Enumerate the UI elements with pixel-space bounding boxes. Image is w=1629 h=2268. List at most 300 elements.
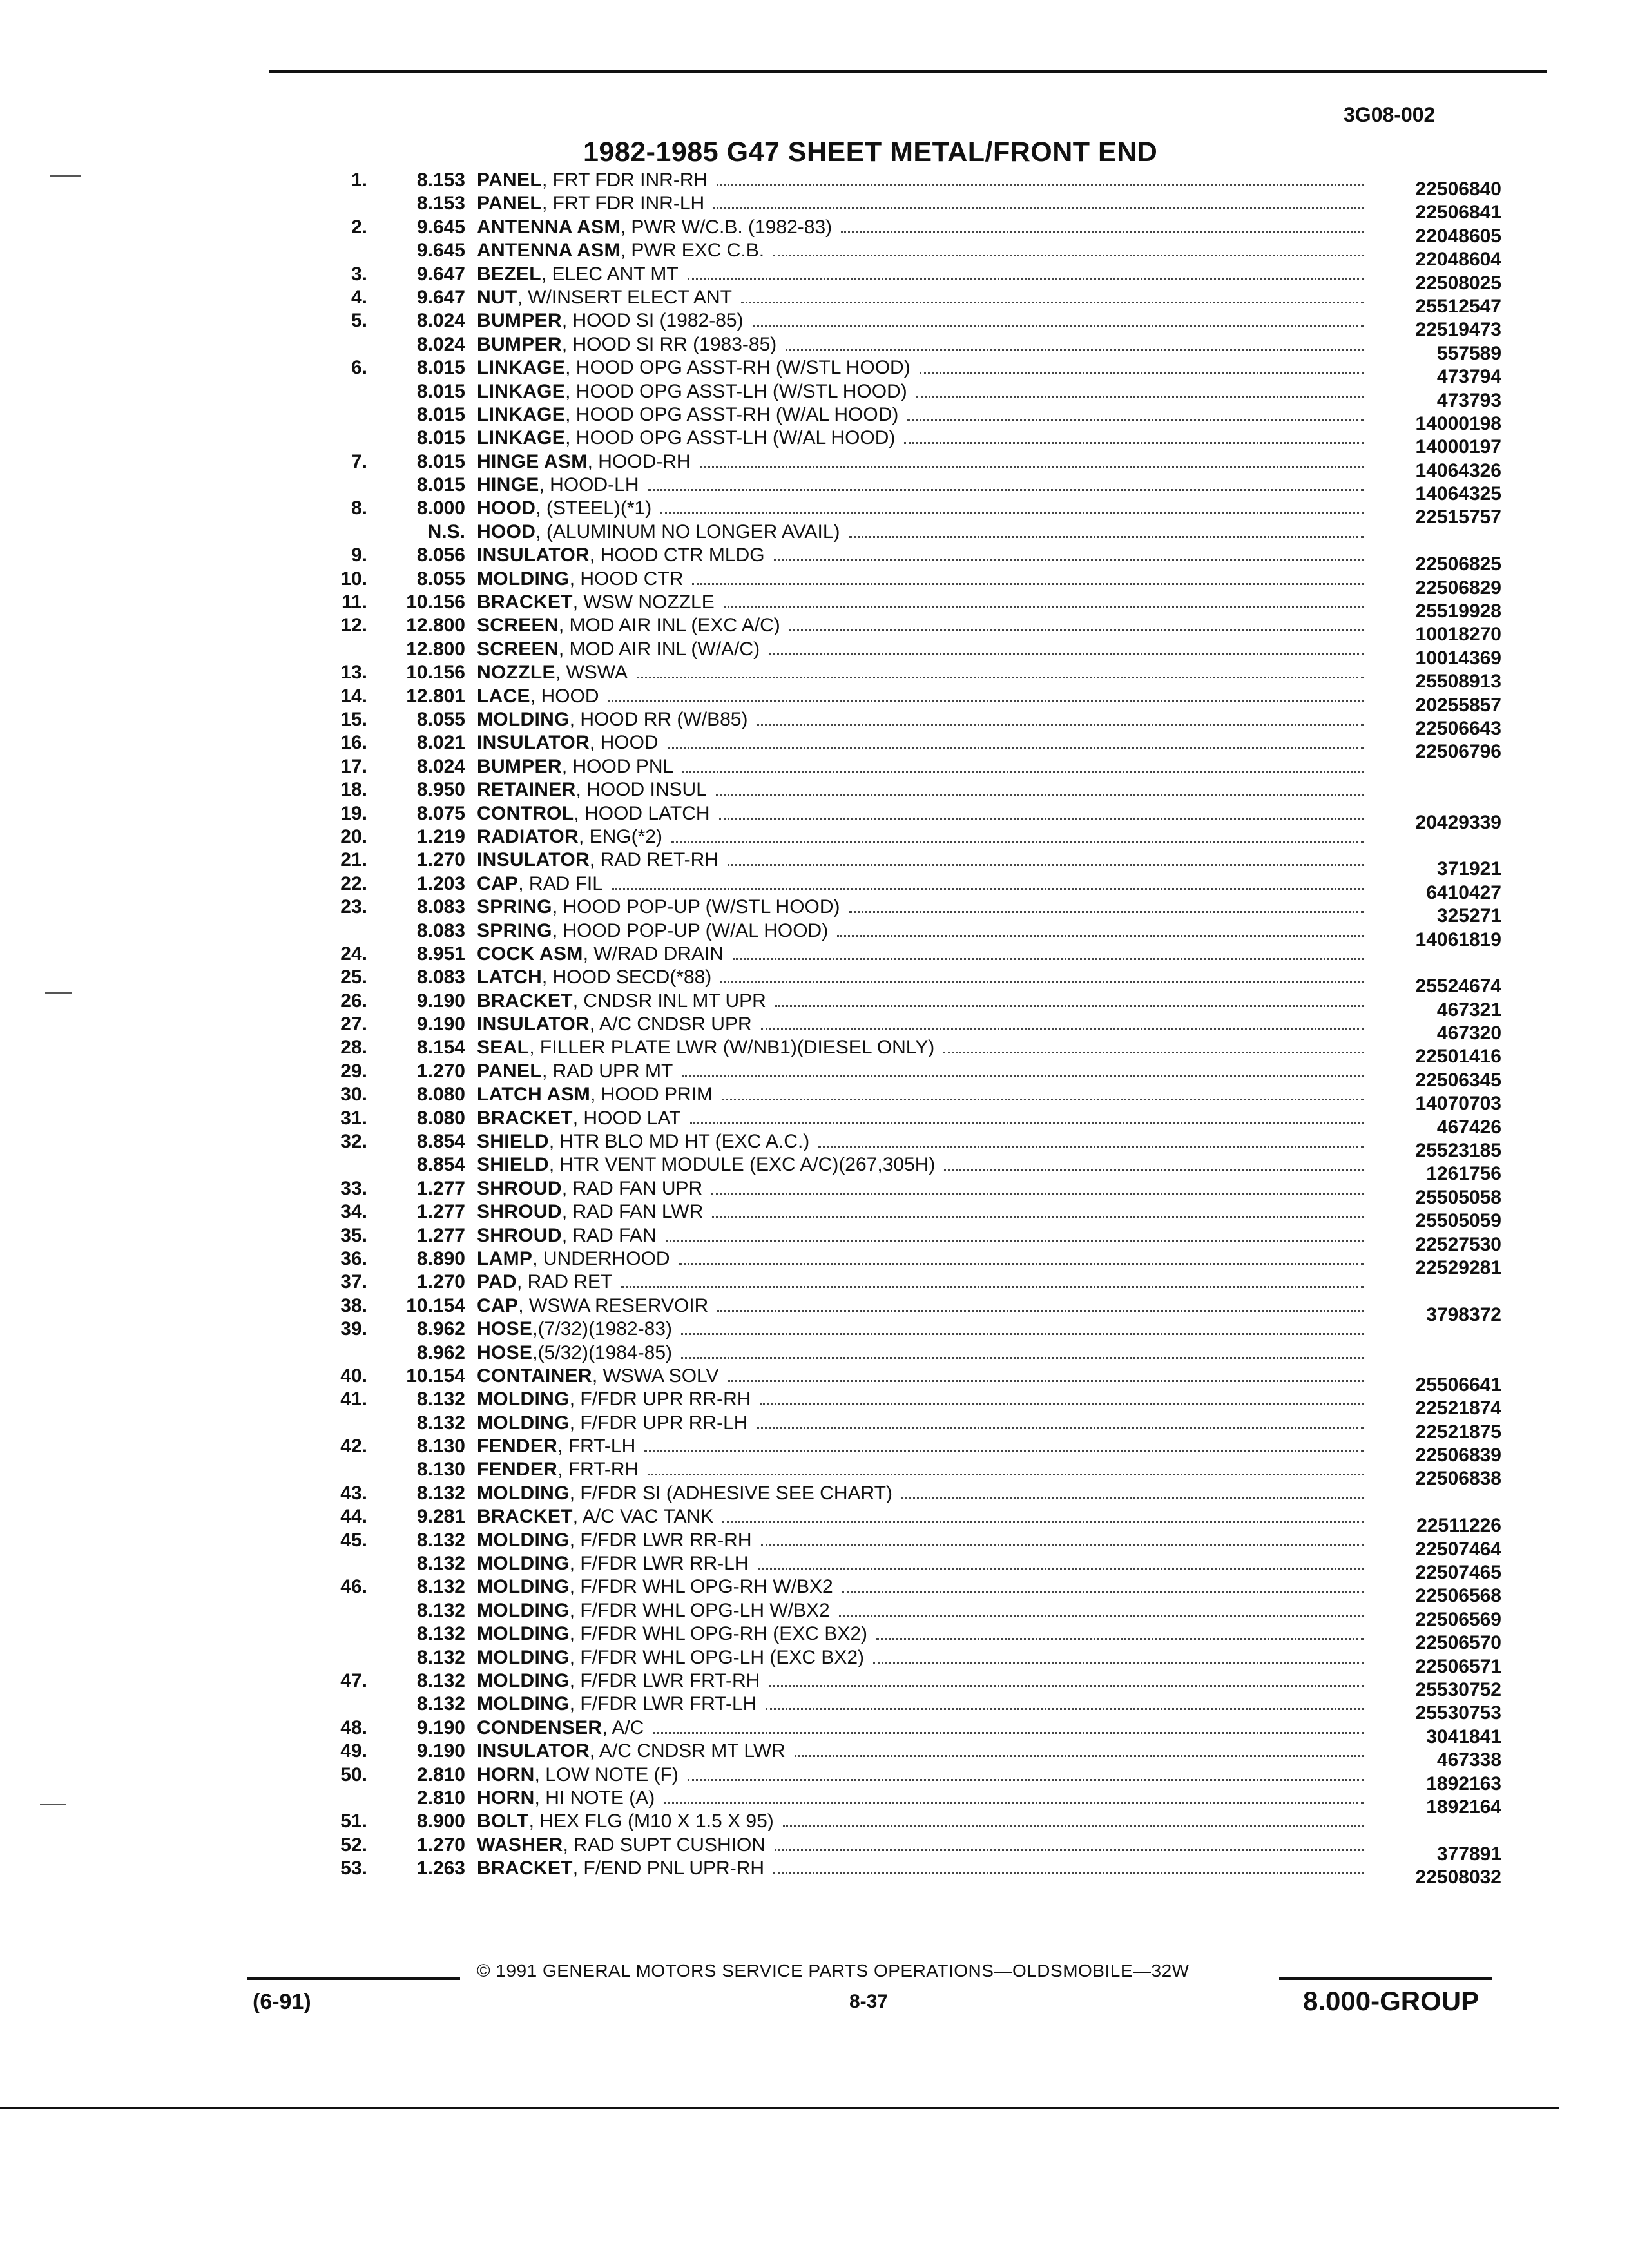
dot-leader <box>720 981 1364 983</box>
part-name: SCREEN <box>477 615 559 637</box>
dot-leader <box>757 1427 1364 1429</box>
dot-leader <box>653 1732 1364 1734</box>
parts-list <box>0 169 1629 1888</box>
item-number: 40. <box>340 1365 367 1387</box>
part-name: HORN <box>477 1763 535 1785</box>
item-number: 15. <box>340 708 367 730</box>
group-number: 8.132 <box>416 1599 465 1621</box>
part-name: CAP <box>477 1294 519 1316</box>
part-description <box>477 1834 766 1857</box>
group-number: 9.647 <box>416 263 465 285</box>
part-row <box>0 1458 1629 1490</box>
part-description <box>477 1036 934 1059</box>
dot-leader <box>904 442 1364 444</box>
group-number: 8.132 <box>416 1670 465 1691</box>
part-name: NOZZLE <box>477 662 555 684</box>
part-detail: , MOD AIR INL (EXC A/C) <box>558 615 780 637</box>
part-detail: , RAD RET-RH <box>589 849 718 871</box>
part-description <box>477 239 764 262</box>
part-detail: , FRT FDR INR-RH <box>541 169 708 191</box>
part-name: LATCH ASM <box>477 1084 591 1106</box>
group-number: 8.015 <box>416 403 465 425</box>
dot-leader <box>769 1685 1364 1687</box>
item-number: 42. <box>340 1436 367 1457</box>
part-number: 22521874 <box>1415 1398 1501 1419</box>
dot-leader <box>773 255 1364 256</box>
group-number: 1.219 <box>416 825 465 847</box>
item-number: 17. <box>340 755 367 777</box>
part-name: MOLDING <box>477 1482 570 1504</box>
dot-leader <box>648 489 1364 491</box>
part-description <box>477 825 662 849</box>
dot-leader <box>841 231 1364 233</box>
part-detail: , HOOD <box>530 685 599 707</box>
part-name: BUMPER <box>477 755 562 777</box>
group-number: 8.083 <box>416 919 465 941</box>
part-number: 325271 <box>1436 905 1501 927</box>
dot-leader <box>717 1310 1364 1312</box>
part-description <box>477 427 895 450</box>
group-number: 8.015 <box>416 427 465 449</box>
item-number: 46. <box>340 1576 367 1598</box>
part-name: INSULATOR <box>477 849 590 871</box>
part-row <box>0 1505 1629 1537</box>
part-description <box>477 1435 635 1458</box>
part-description <box>477 568 683 591</box>
part-number: 22508025 <box>1415 272 1501 294</box>
part-description <box>477 497 651 520</box>
part-row <box>0 731 1629 763</box>
part-row <box>0 802 1629 833</box>
part-row <box>0 1271 1629 1294</box>
part-description <box>477 1740 786 1763</box>
part-description <box>477 591 715 614</box>
group-number: 8.080 <box>416 1107 465 1129</box>
part-description <box>477 943 724 966</box>
item-number: 5. <box>351 310 367 332</box>
item-number: 30. <box>340 1084 367 1106</box>
part-number: 25523185 <box>1415 1140 1501 1162</box>
group-number: 8.015 <box>416 357 465 379</box>
part-detail: , WSWA <box>555 662 628 684</box>
part-name: HOOD <box>477 497 536 519</box>
part-row <box>0 1787 1629 1818</box>
group-number: 8.900 <box>416 1811 465 1832</box>
dot-leader <box>717 184 1364 186</box>
part-detail: , HOOD-LH <box>539 474 639 496</box>
part-name: FENDER <box>477 1459 558 1481</box>
part-name: BUMPER <box>477 310 562 332</box>
part-detail: , RAD FAN UPR <box>561 1177 703 1199</box>
part-row <box>0 778 1629 802</box>
item-number: 21. <box>340 849 367 871</box>
part-row <box>0 1857 1629 1888</box>
group-number: 8.055 <box>416 568 465 590</box>
part-detail: , F/FDR LWR RR-LH <box>569 1553 749 1575</box>
part-row <box>0 825 1629 849</box>
dot-leader <box>692 583 1364 585</box>
dot-leader <box>682 771 1364 773</box>
part-description <box>477 380 907 403</box>
part-detail: , HTR VENT MODULE (EXC A/C)(267,305H) <box>548 1154 936 1176</box>
part-detail: , (STEEL)(*1) <box>535 497 652 519</box>
part-name: HORN <box>477 1787 535 1809</box>
item-number: 39. <box>340 1318 367 1340</box>
part-name: LINKAGE <box>477 427 566 449</box>
part-name: PANEL <box>477 193 542 215</box>
group-number: 8.021 <box>416 732 465 754</box>
dot-leader <box>839 1615 1364 1617</box>
part-name: SHIELD <box>477 1131 549 1153</box>
item-number: 33. <box>340 1177 367 1199</box>
group-number: 8.024 <box>416 755 465 777</box>
item-number: 41. <box>340 1389 367 1410</box>
dot-leader <box>842 1591 1364 1593</box>
part-detail: , HOOD OPG ASST-LH (W/STL HOOD) <box>565 380 907 402</box>
item-number: 2. <box>351 216 367 238</box>
group-number: 8.950 <box>416 779 465 801</box>
dot-leader <box>769 653 1364 655</box>
part-row <box>0 1013 1629 1044</box>
part-number: 25506641 <box>1415 1374 1501 1396</box>
group-number: 9.190 <box>416 1716 465 1738</box>
part-detail: , HOOD LATCH <box>574 802 710 824</box>
footer-date: (6-91) <box>253 1990 311 2014</box>
part-row <box>0 1716 1629 1747</box>
group-number: 8.132 <box>416 1553 465 1575</box>
part-row <box>0 1482 1629 1505</box>
group-number: 8.153 <box>416 169 465 191</box>
dot-leader <box>688 1779 1364 1781</box>
part-row <box>0 333 1629 364</box>
part-detail: , RAD RET <box>517 1271 613 1293</box>
group-number: 8.015 <box>416 380 465 402</box>
item-number: 19. <box>340 802 367 824</box>
part-description <box>477 216 832 239</box>
group-number: 8.854 <box>416 1154 465 1176</box>
part-number: 22527530 <box>1415 1233 1501 1255</box>
part-description <box>477 1787 655 1810</box>
part-description <box>477 1646 864 1669</box>
part-detail: , WSW NOZZLE <box>572 591 715 613</box>
dot-leader <box>728 1380 1364 1382</box>
dot-leader <box>849 536 1364 538</box>
part-description <box>477 1365 719 1388</box>
part-detail: , F/FDR UPR RR-RH <box>569 1389 751 1410</box>
part-row <box>0 568 1629 599</box>
bottom-rule <box>0 2107 1559 2109</box>
dot-leader <box>795 1755 1364 1757</box>
part-detail: , CNDSR INL MT UPR <box>572 990 766 1012</box>
part-detail: , ENG(*2) <box>578 825 662 847</box>
part-row <box>0 943 1629 966</box>
group-number: 9.281 <box>416 1506 465 1528</box>
part-detail: , A/C CNDSR MT LWR <box>589 1740 786 1762</box>
part-description <box>477 263 679 286</box>
part-row <box>0 966 1629 997</box>
part-description <box>477 708 747 731</box>
dot-leader <box>666 1240 1364 1242</box>
part-description <box>477 1622 867 1646</box>
group-number: 8.962 <box>416 1341 465 1363</box>
part-name: BRACKET <box>477 990 573 1012</box>
part-number: 22521875 <box>1415 1421 1501 1443</box>
dot-leader <box>774 559 1364 561</box>
part-detail: , UNDERHOOD <box>532 1247 670 1269</box>
part-description <box>477 966 711 989</box>
part-name: RADIATOR <box>477 825 579 847</box>
item-number: 14. <box>340 685 367 707</box>
part-row <box>0 544 1629 575</box>
item-number: 23. <box>340 896 367 918</box>
part-row <box>0 896 1629 927</box>
part-number: 22519473 <box>1415 319 1501 341</box>
part-row <box>0 356 1629 388</box>
part-name: COCK ASM <box>477 943 583 965</box>
part-detail: ,(5/32)(1984-85) <box>532 1341 673 1363</box>
part-number: 3798372 <box>1426 1303 1501 1325</box>
dot-leader <box>907 419 1364 421</box>
group-number: 8.000 <box>416 497 465 519</box>
part-row <box>0 755 1629 778</box>
part-description <box>477 896 840 919</box>
part-detail: , W/RAD DRAIN <box>583 943 724 965</box>
part-row <box>0 309 1629 341</box>
item-number: 4. <box>351 286 367 308</box>
dot-leader <box>711 1193 1364 1195</box>
part-row <box>0 1107 1629 1138</box>
part-row <box>0 521 1629 544</box>
part-description <box>477 1552 749 1575</box>
part-number: 14061819 <box>1415 928 1501 950</box>
group-number: 12.800 <box>406 638 465 660</box>
part-name: CONTROL <box>477 802 574 824</box>
part-number: 22506796 <box>1415 741 1501 763</box>
part-name: HOSE <box>477 1318 533 1340</box>
part-number: 6410427 <box>1426 881 1501 903</box>
dot-leader <box>773 1872 1364 1874</box>
part-detail: , HOOD SI RR (1983-85) <box>561 333 777 355</box>
part-row <box>0 1646 1629 1677</box>
item-number: 31. <box>340 1107 367 1129</box>
part-row <box>0 1834 1629 1865</box>
dot-leader <box>876 1638 1364 1640</box>
dot-leader <box>944 1169 1364 1171</box>
footer-copyright: © 1991 GENERAL MOTORS SERVICE PARTS OPERATIONS—OLDSMOBILE—32W <box>477 1961 1190 1981</box>
part-row <box>0 1224 1629 1255</box>
part-row <box>0 1036 1629 1068</box>
part-name: MOLDING <box>477 1553 570 1575</box>
part-detail: , F/FDR LWR RR-RH <box>569 1529 752 1551</box>
part-description <box>477 755 673 778</box>
dot-leader <box>761 1544 1364 1546</box>
part-description <box>477 474 639 497</box>
part-description <box>477 1763 679 1787</box>
group-number: 8.024 <box>416 333 465 355</box>
group-number: 8.890 <box>416 1247 465 1269</box>
part-description <box>477 1083 713 1106</box>
dot-leader <box>664 1802 1364 1804</box>
item-number: 20. <box>340 825 367 847</box>
part-detail: , F/FDR WHL OPG-RH W/BX2 <box>569 1576 833 1598</box>
part-number: 22507464 <box>1415 1538 1501 1560</box>
part-name: MOLDING <box>477 1529 570 1551</box>
part-number: 467426 <box>1436 1116 1501 1138</box>
part-name: MOLDING <box>477 1623 570 1645</box>
item-number: 34. <box>340 1201 367 1223</box>
part-row <box>0 1153 1629 1185</box>
part-number: 22506829 <box>1415 577 1501 599</box>
part-description <box>477 661 628 684</box>
part-name: MOLDING <box>477 1599 570 1621</box>
dot-leader <box>916 396 1364 398</box>
part-name: NUT <box>477 286 517 308</box>
part-name: SPRING <box>477 896 552 918</box>
item-number: 28. <box>340 1037 367 1059</box>
item-number: 44. <box>340 1506 367 1528</box>
part-description <box>477 685 599 708</box>
part-detail: , HOOD <box>589 732 659 754</box>
part-detail: , F/END PNL UPR-RH <box>572 1858 765 1879</box>
item-number: 25. <box>340 966 367 988</box>
item-number: 27. <box>340 1014 367 1035</box>
part-description <box>477 192 704 215</box>
part-detail: , A/C CNDSR UPR <box>589 1014 752 1035</box>
part-row <box>0 1060 1629 1091</box>
part-name: BUMPER <box>477 333 562 355</box>
part-detail: , HOOD PRIM <box>590 1084 713 1106</box>
item-number: 35. <box>340 1224 367 1246</box>
group-number: 1.270 <box>416 849 465 871</box>
part-description <box>477 1857 764 1880</box>
part-detail: , FILLER PLATE LWR (W/NB1)(DIESEL ONLY) <box>529 1037 935 1059</box>
part-detail: , F/FDR WHL OPG-LH W/BX2 <box>569 1599 830 1621</box>
part-name: HOSE <box>477 1341 533 1363</box>
dot-leader <box>786 349 1364 351</box>
part-row <box>0 1552 1629 1584</box>
dot-leader <box>722 1099 1364 1100</box>
part-row <box>0 614 1629 646</box>
dot-leader <box>608 700 1364 702</box>
part-detail: , ELEC ANT MT <box>541 263 679 285</box>
dot-leader <box>943 1052 1364 1053</box>
item-number: 49. <box>340 1740 367 1762</box>
part-row <box>0 1083 1629 1115</box>
part-row <box>0 497 1629 528</box>
part-detail: , HOOD-RH <box>587 450 691 472</box>
dot-leader <box>612 888 1364 890</box>
dot-leader <box>700 466 1364 468</box>
part-description <box>477 1458 639 1481</box>
part-name: CONTAINER <box>477 1365 592 1387</box>
item-number: 36. <box>340 1247 367 1269</box>
part-row <box>0 1622 1629 1654</box>
part-name: INSULATOR <box>477 1014 590 1035</box>
group-number: 9.645 <box>416 216 465 238</box>
part-name: FENDER <box>477 1436 558 1457</box>
part-detail: , W/INSERT ELECT ANT <box>517 286 732 308</box>
dot-leader <box>719 818 1364 820</box>
part-name: BEZEL <box>477 263 541 285</box>
item-number: 47. <box>340 1670 367 1691</box>
part-name: PANEL <box>477 1060 542 1082</box>
part-number: 473793 <box>1436 389 1501 411</box>
part-name: BRACKET <box>477 1506 573 1528</box>
part-number: 22506643 <box>1415 717 1501 739</box>
group-number: 9.190 <box>416 1740 465 1762</box>
part-name: MOLDING <box>477 1646 570 1668</box>
item-number: 13. <box>340 662 367 684</box>
part-name: ANTENNA ASM <box>477 216 621 238</box>
part-name: BOLT <box>477 1811 529 1832</box>
page-title: 1982-1985 G47 SHEET METAL/FRONT END <box>583 137 1158 168</box>
dot-leader <box>690 1122 1364 1124</box>
item-number: 29. <box>340 1060 367 1082</box>
part-row <box>0 1412 1629 1443</box>
part-detail: , F/FDR WHL OPG-RH (EXC BX2) <box>569 1623 868 1645</box>
part-number: 22507465 <box>1415 1562 1501 1584</box>
page-number: 8-37 <box>849 1991 889 2012</box>
group-number: 8.130 <box>416 1459 465 1481</box>
part-description <box>477 1482 892 1505</box>
part-detail: , HOOD INSUL <box>575 779 707 801</box>
part-row <box>0 1200 1629 1232</box>
part-number: 25505058 <box>1415 1186 1501 1208</box>
part-description <box>477 919 828 943</box>
group-number: 1.263 <box>416 1858 465 1879</box>
group-label: 8.000-GROUP <box>1303 1986 1480 2016</box>
part-row <box>0 427 1629 458</box>
part-description <box>477 1505 713 1528</box>
dot-leader <box>682 1075 1364 1077</box>
dot-leader <box>741 302 1364 303</box>
part-detail: , PWR W/C.B. (1982-83) <box>620 216 833 238</box>
footer-rule-left <box>247 1977 460 1980</box>
part-description <box>477 1271 612 1294</box>
part-description <box>477 356 911 380</box>
part-name: MOLDING <box>477 1670 570 1691</box>
part-row <box>0 216 1629 247</box>
dot-leader <box>901 1497 1364 1499</box>
part-row <box>0 474 1629 505</box>
part-row <box>0 591 1629 622</box>
part-name: LAMP <box>477 1247 533 1269</box>
top-rule <box>269 70 1547 73</box>
part-name: INSULATOR <box>477 544 590 566</box>
part-name: LINKAGE <box>477 380 566 402</box>
part-number: 14000197 <box>1415 436 1501 458</box>
part-number: 14070703 <box>1415 1093 1501 1115</box>
item-number: 37. <box>340 1271 367 1293</box>
part-row <box>0 990 1629 1021</box>
dot-leader <box>818 1146 1364 1148</box>
group-number: 8.055 <box>416 708 465 730</box>
part-name: ANTENNA ASM <box>477 240 621 262</box>
part-description <box>477 1412 747 1435</box>
part-detail: , HOOD CTR <box>569 568 684 590</box>
part-description <box>477 1200 703 1224</box>
dot-leader <box>789 629 1364 631</box>
group-number: 10.154 <box>406 1294 465 1316</box>
part-name: HINGE <box>477 474 539 496</box>
item-number: 18. <box>340 779 367 801</box>
item-number: 16. <box>340 732 367 754</box>
part-description <box>477 544 765 567</box>
part-detail: , F/FDR LWR FRT-LH <box>569 1693 757 1715</box>
group-number: 10.154 <box>406 1365 465 1387</box>
part-name: LINKAGE <box>477 403 566 425</box>
part-name: MOLDING <box>477 1576 570 1598</box>
